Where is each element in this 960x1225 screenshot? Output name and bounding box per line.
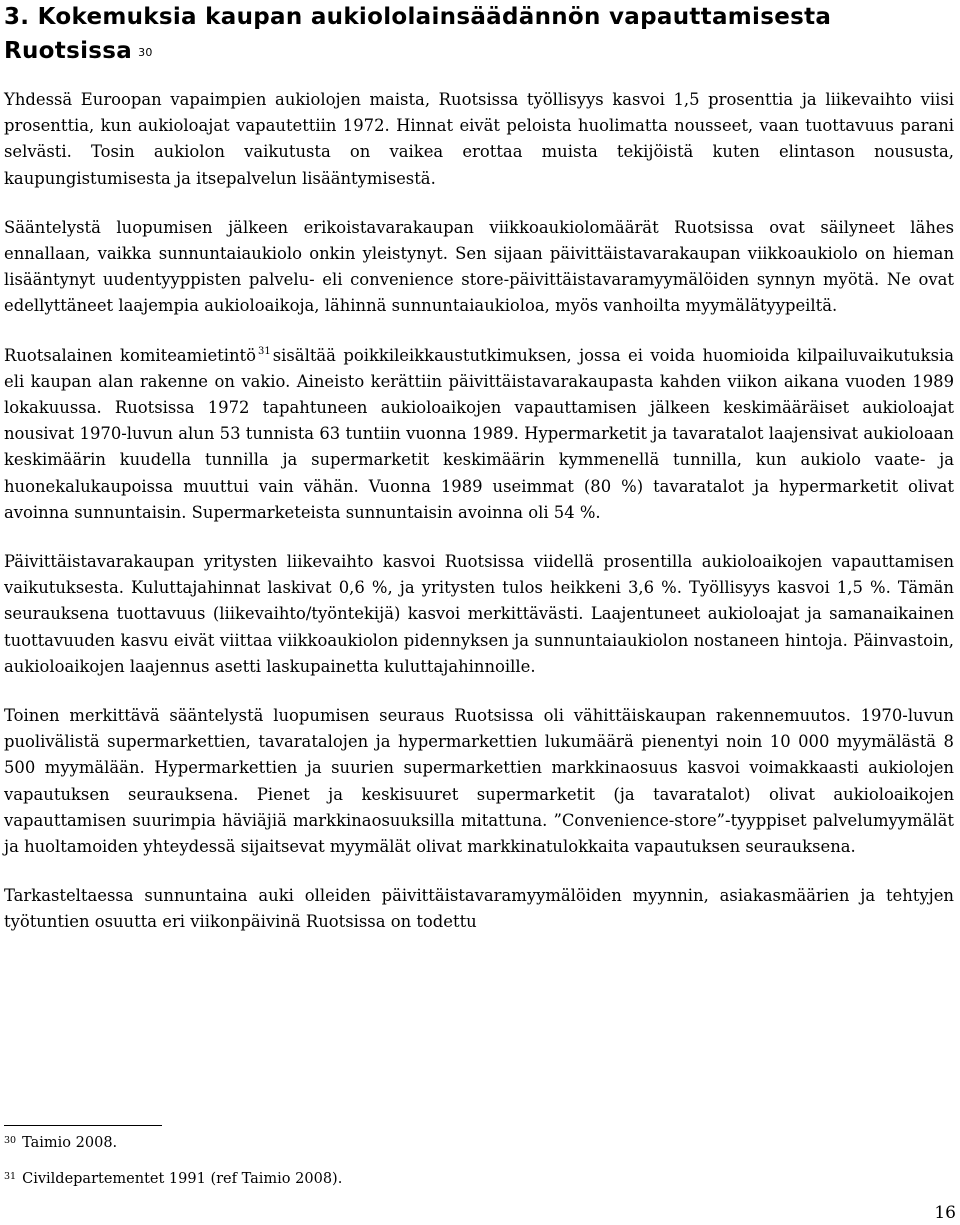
paragraph-1: Yhdessä Euroopan vapaimpien aukiolojen maista, Ruotsissa työllisyys kasvoi 1,5 prosenttia ja liikevaihto viisi prosenttia, kun aukioloajat vapautettiin 1972. Hinnat eivät peloista huolimatta nousseet, vaan tuottavuus parani selvästi. Tosin aukiolon vaikutusta on vaikea erottaa muista tekijöistä kuten elintason noususta, kaupungistumisesta ja itsepalvelun lisääntymisestä. — [4, 90, 954, 188]
paragraph-3-body: sisältää poikkileikkaustutkimuksen, jossa ei voida huomioida kilpailuvaikutuksia eli kaupan alan rakenne on vakio. Aineisto kerättiin päivittäistavarakaupasta kahden viikon aikana vuoden 1989 lokakuussa. Ruotsissa 1972 tapahtuneen aukioloaikojen vapauttamisen jälkeen keskimääräiset aukioloajat nousivat 1970-luvun alun 53 tunnista 63 tuntiin vuonna 1989. Hypermarketit ja tavaratalot laajensivat aukioloaan keskimäärin kuudella tunnilla ja supermarketit keskimäärin kymmenellä tunnilla, kun aukiolo vaate- ja huonekalukaupoissa muuttui vain vähän. Vuonna 1989 useimmat (80 %) tavaratalot ja hypermarketit olivat avoinna sunnuntaisin. Supermarketeista sunnuntaisin avoinna oli 54 %. — [4, 345, 955, 522]
footnotes — [4, 1133, 342, 1205]
paragraph-5: Toinen merkittävä sääntelystä luopumisen seuraus Ruotsissa oli vähittäiskaupan rakennemuutos. 1970-luvun puolivälistä supermarkettien, tavaratalojen ja hypermarkettien lukumäärä pienentyi noin 10 000 myymälästä 8 500 myymälään. Hypermarkettien ja suurien supermarkettien markkinaosuus kasvoi voimakkaasti aukiolojen vapautuksen seurauksena. Pienet ja keskisuuret supermarketit (ja tavaratalot) olivat aukioloaikojen vapauttamisen suurimpia häviäjiä markkinaosuuksilla mitattuna. ”Convenience-store”-tyyppiset palvelumyymälät ja huoltamoiden yhteydessä sijaitsevat myymälät olivat markkinatulokkaita vapautuksen seurauksena. — [4, 706, 954, 857]
footnote-number: 31 — [4, 1171, 17, 1182]
document-page — [4, 0, 954, 936]
section-heading — [4, 0, 954, 68]
footnote-text: Taimio 2008. — [22, 1135, 118, 1151]
heading-footnote-ref: 30 — [138, 46, 153, 59]
heading-line-1: 3. Kokemuksia kaupan aukiololainsäädännön vapauttamisesta — [4, 4, 832, 30]
footnote-31 — [4, 1169, 342, 1189]
footnote-30 — [4, 1133, 342, 1153]
footnote-number: 30 — [4, 1135, 17, 1146]
page-number: 16 — [934, 1203, 956, 1223]
footnote-text: Civildepartementet 1991 (ref Taimio 2008). — [22, 1171, 343, 1187]
footnote-divider — [4, 1125, 162, 1126]
paragraph-2: Sääntelystä luopumisen jälkeen erikoistavarakaupan viikkoaukiolomäärät Ruotsissa ovat säilyneet lähes ennallaan, vaikka sunnuntaiaukiolo onkin yleistynyt. Sen sijaan päivittäistavarakaupan viikkoaukiolo on hieman lisääntynyt uudentyyppisten palvelu- eli convenience store-päivittäistavaramyymälöiden synnyn myötä. Ne ovat edellyttäneet laajempia aukioloaikoja, lähinnä sunnuntaiaukioloa, myös vanhoilta myymälätyypeiltä. — [4, 217, 954, 316]
heading-line-2: Ruotsissa — [4, 38, 133, 64]
paragraph-3 — [4, 343, 954, 526]
paragraph-3-lead: Ruotsalainen komiteamietintö — [4, 345, 256, 365]
paragraph-6: Tarkasteltaessa sunnuntaina auki olleiden päivittäistavaramyymälöiden myynnin, asiakasmäärien ja tehtyjen työtuntien osuutta eri viikonpäivinä Ruotsissa on todettu — [4, 886, 954, 932]
paragraph-4: Päivittäistavarakaupan yritysten liikevaihto kasvoi Ruotsissa viidellä prosentilla aukioloaikojen vapauttamisen vaikutuksesta. Kuluttajahinnat laskivat 0,6 %, ja yritysten tulos heikkeni 3,6 %. Työllisyys kasvoi 1,5 %. Tämän seurauksena tuottavuus (liikevaihto/työntekijä) kasvoi merkittävästi. Laajentuneet aukioloajat ja samanaikainen tuottavuuden kasvu eivät viittaa viikkoaukiolon pidennyksen ja sunnuntaiaukiolon nostaneen hintoja. Päinvastoin, aukioloaikojen laajennus asetti laskupainetta kuluttajahinnoille. — [4, 552, 954, 676]
paragraph-3-footnote-ref: 31 — [258, 346, 271, 358]
